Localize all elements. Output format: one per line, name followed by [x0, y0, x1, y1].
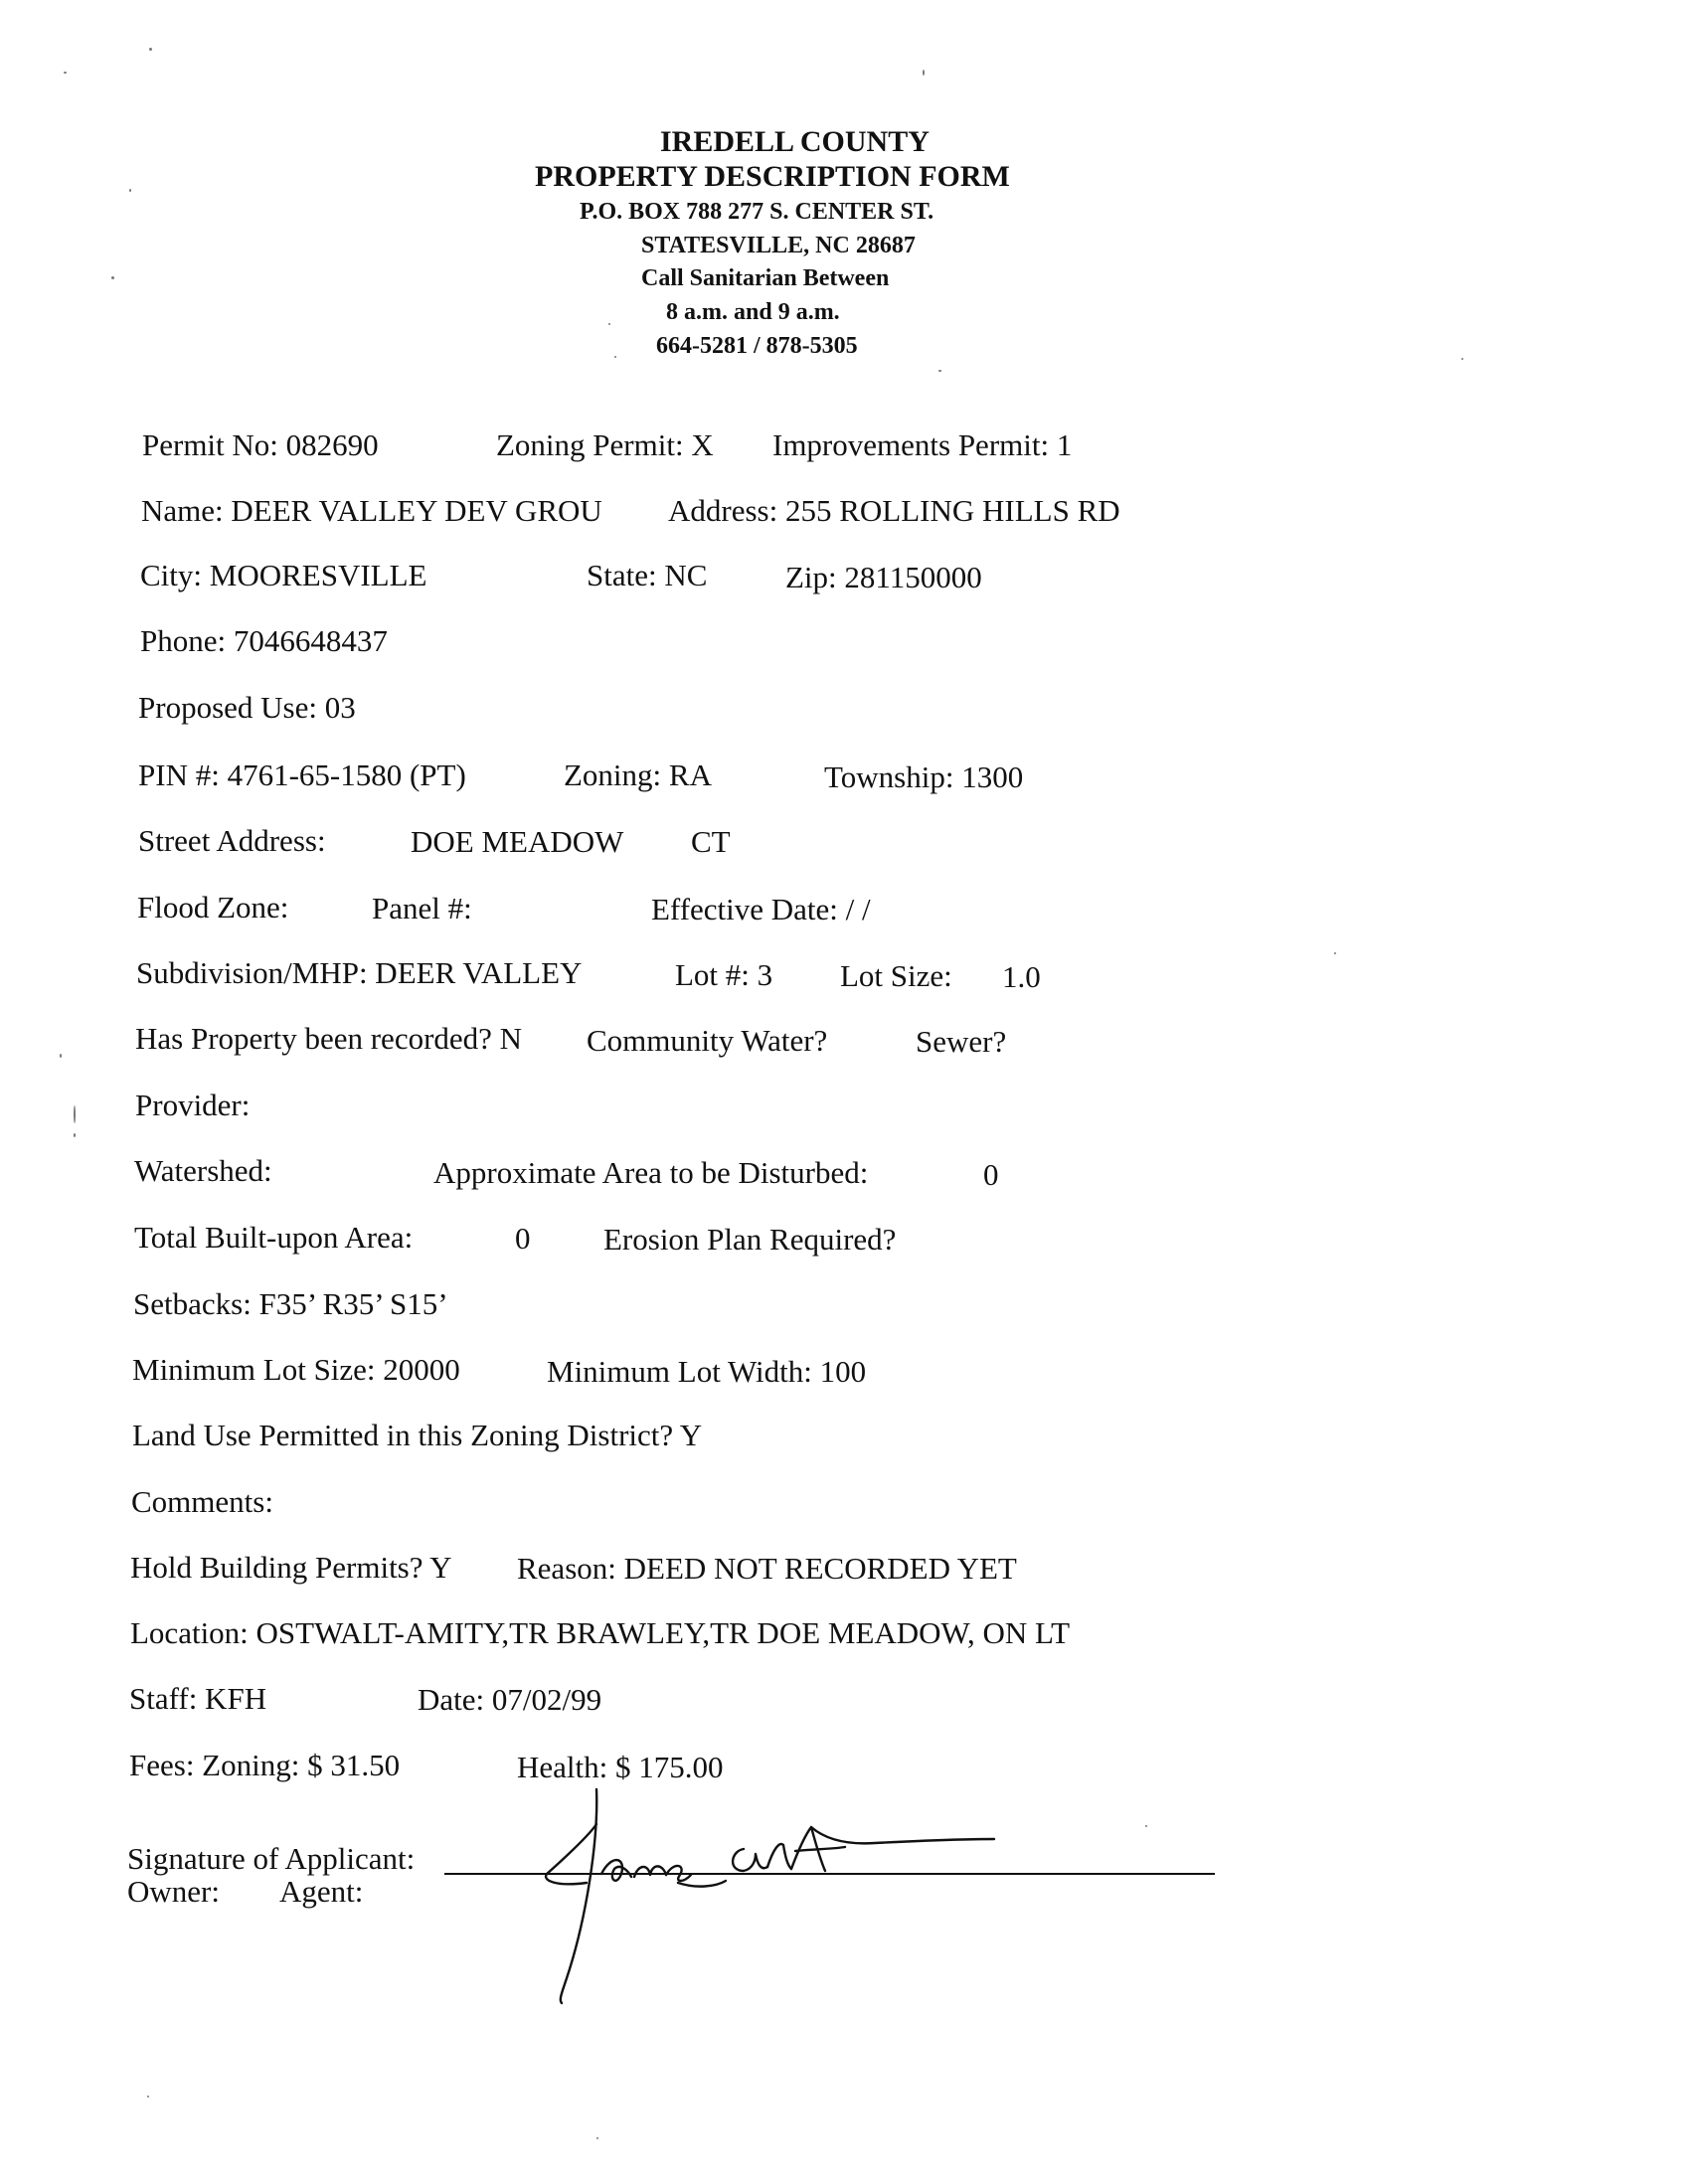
applicant-signature — [517, 1779, 1034, 2008]
scan-speck — [596, 2137, 598, 2139]
built-upon-area-label: Total Built-upon Area: — [134, 1220, 414, 1255]
applicant-address: Address: 255 ROLLING HILLS RD — [668, 493, 1120, 528]
zoning: Zoning: RA — [564, 757, 712, 792]
state: State: NC — [587, 558, 708, 592]
agent-label: Agent: — [279, 1874, 364, 1909]
pin-number: PIN #: 4761-65-1580 (PT) — [138, 757, 466, 792]
zoning-permit: Zoning Permit: X — [496, 427, 714, 462]
scan-speck — [938, 370, 941, 372]
lot-size-label: Lot Size: — [840, 958, 952, 993]
scan-speck — [608, 323, 610, 325]
setbacks: Setbacks: F35’ R35’ S15’ — [133, 1286, 448, 1321]
scan-speck — [1145, 1825, 1147, 1827]
owner-label: Owner: — [127, 1874, 220, 1909]
property-recorded: Has Property been recorded? N — [135, 1021, 523, 1056]
scan-speck — [129, 189, 131, 192]
city-address: STATESVILLE, NC 28687 — [641, 233, 916, 258]
city: City: MOORESVILLE — [140, 558, 427, 592]
scan-speck — [111, 276, 114, 279]
scan-speck — [74, 1105, 76, 1123]
proposed-use: Proposed Use: 03 — [138, 690, 356, 725]
scan-speck — [923, 70, 925, 76]
scan-speck — [147, 2096, 149, 2098]
scan-speck — [149, 48, 152, 51]
street-name: DOE MEADOW — [411, 824, 624, 859]
signature-label: Signature of Applicant: — [127, 1841, 416, 1876]
location: Location: OSTWALT-AMITY,TR BRAWLEY,TR DOE MEADOW, ON LT — [130, 1615, 1071, 1650]
hold-building-permits: Hold Building Permits? Y — [130, 1550, 452, 1585]
scan-speck — [1461, 358, 1463, 360]
date: Date: 07/02/99 — [418, 1682, 602, 1717]
fees-health: Health: $ 175.00 — [517, 1750, 724, 1784]
watershed: Watershed: — [134, 1153, 272, 1188]
panel-number: Panel #: — [372, 891, 472, 925]
form-title: PROPERTY DESCRIPTION FORM — [535, 160, 1010, 193]
scan-speck — [74, 1133, 76, 1137]
staff: Staff: KFH — [129, 1681, 267, 1716]
contact-phones: 664-5281 / 878-5305 — [656, 333, 858, 359]
scan-speck — [614, 356, 616, 358]
permit-number: Permit No: 082690 — [142, 427, 379, 462]
provider: Provider: — [135, 1088, 251, 1122]
scan-speck — [1334, 952, 1336, 954]
mailing-address: P.O. BOX 788 277 S. CENTER ST. — [580, 199, 934, 225]
street-address-label: Street Address: — [138, 823, 326, 858]
subdivision: Subdivision/MHP: DEER VALLEY — [136, 955, 583, 990]
zip-code: Zip: 281150000 — [785, 560, 982, 594]
lot-size-value: 1.0 — [1002, 959, 1041, 994]
minimum-lot-width: Minimum Lot Width: 100 — [547, 1354, 867, 1389]
built-upon-area-value: 0 — [515, 1221, 531, 1256]
fees-zoning: Fees: Zoning: $ 31.50 — [129, 1748, 401, 1782]
land-use-permitted: Land Use Permitted in this Zoning District? Y — [132, 1418, 703, 1452]
township: Township: 1300 — [824, 759, 1024, 794]
street-type: CT — [691, 824, 731, 859]
comments: Comments: — [131, 1484, 273, 1519]
phone: Phone: 7046648437 — [140, 623, 388, 658]
minimum-lot-size: Minimum Lot Size: 20000 — [132, 1352, 460, 1387]
sewer: Sewer? — [916, 1024, 1007, 1059]
improvements-permit: Improvements Permit: 1 — [772, 427, 1073, 462]
community-water: Community Water? — [587, 1023, 828, 1058]
erosion-plan: Erosion Plan Required? — [603, 1222, 897, 1257]
scan-speck — [64, 72, 67, 74]
call-hours: 8 a.m. and 9 a.m. — [666, 299, 840, 325]
lot-number: Lot #: 3 — [675, 957, 773, 992]
area-disturbed-value: 0 — [983, 1157, 999, 1192]
scan-speck — [60, 1054, 62, 1058]
area-disturbed-label: Approximate Area to be Disturbed: — [433, 1155, 869, 1190]
hold-reason: Reason: DEED NOT RECORDED YET — [517, 1551, 1017, 1586]
call-instructions: Call Sanitarian Between — [641, 265, 890, 291]
flood-zone: Flood Zone: — [137, 890, 289, 924]
effective-date: Effective Date: / / — [651, 892, 871, 926]
county-title: IREDELL COUNTY — [660, 125, 930, 158]
applicant-name: Name: DEER VALLEY DEV GROU — [141, 493, 602, 528]
